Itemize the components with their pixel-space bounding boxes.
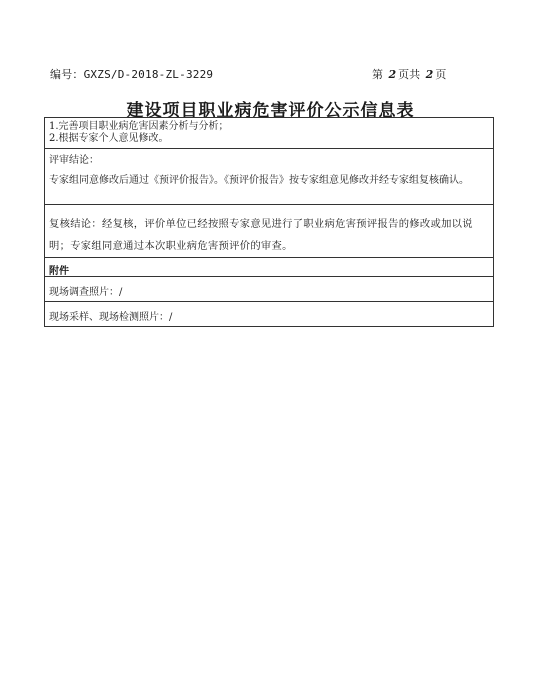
document-code: 编号：GXZS/D-2018-ZL-3229 — [50, 68, 214, 81]
revision-item-2: 2.根据专家个人意见修改。 — [49, 133, 169, 144]
info-table — [44, 117, 494, 327]
page-suffix: 页 — [435, 68, 447, 81]
page-middle: 页共 — [398, 68, 421, 81]
page-prefix: 第 — [372, 68, 383, 81]
recheck-conclusion-row — [45, 204, 493, 257]
review-conclusion-row — [45, 148, 493, 204]
sampling-photo-label: 现场采样、现场检测照片：/ — [49, 312, 173, 323]
review-conclusion-label: 评审结论： — [49, 155, 99, 166]
page-total: 2 — [425, 68, 434, 81]
document-title: 建设项目职业病危害评价公示信息表 — [126, 101, 415, 121]
page-current: 2 — [388, 68, 397, 81]
recheck-conclusion-text: 复核结论：经复核，评价单位已经按照专家意见进行了职业病危害预评报告的修改或加以说明；专家组同意通过本次职业病危害预评价的审查。 — [49, 218, 473, 252]
revision-item-1: 1.完善项目职业病危害因素分析与分析； — [49, 121, 229, 132]
revision-list-row — [45, 118, 493, 148]
review-conclusion-text: 专家组同意修改后通过《预评价报告》。《预评价报告》按专家组意见修改并经专家组复核确认。 — [49, 175, 469, 186]
site-survey-photo-label: 现场调查照片：/ — [49, 287, 123, 298]
page-indicator — [372, 66, 446, 82]
attachment-label: 附件 — [49, 266, 69, 277]
attachment-row — [45, 257, 493, 276]
sampling-photo-row — [45, 301, 493, 326]
site-survey-photo-row — [45, 276, 493, 301]
